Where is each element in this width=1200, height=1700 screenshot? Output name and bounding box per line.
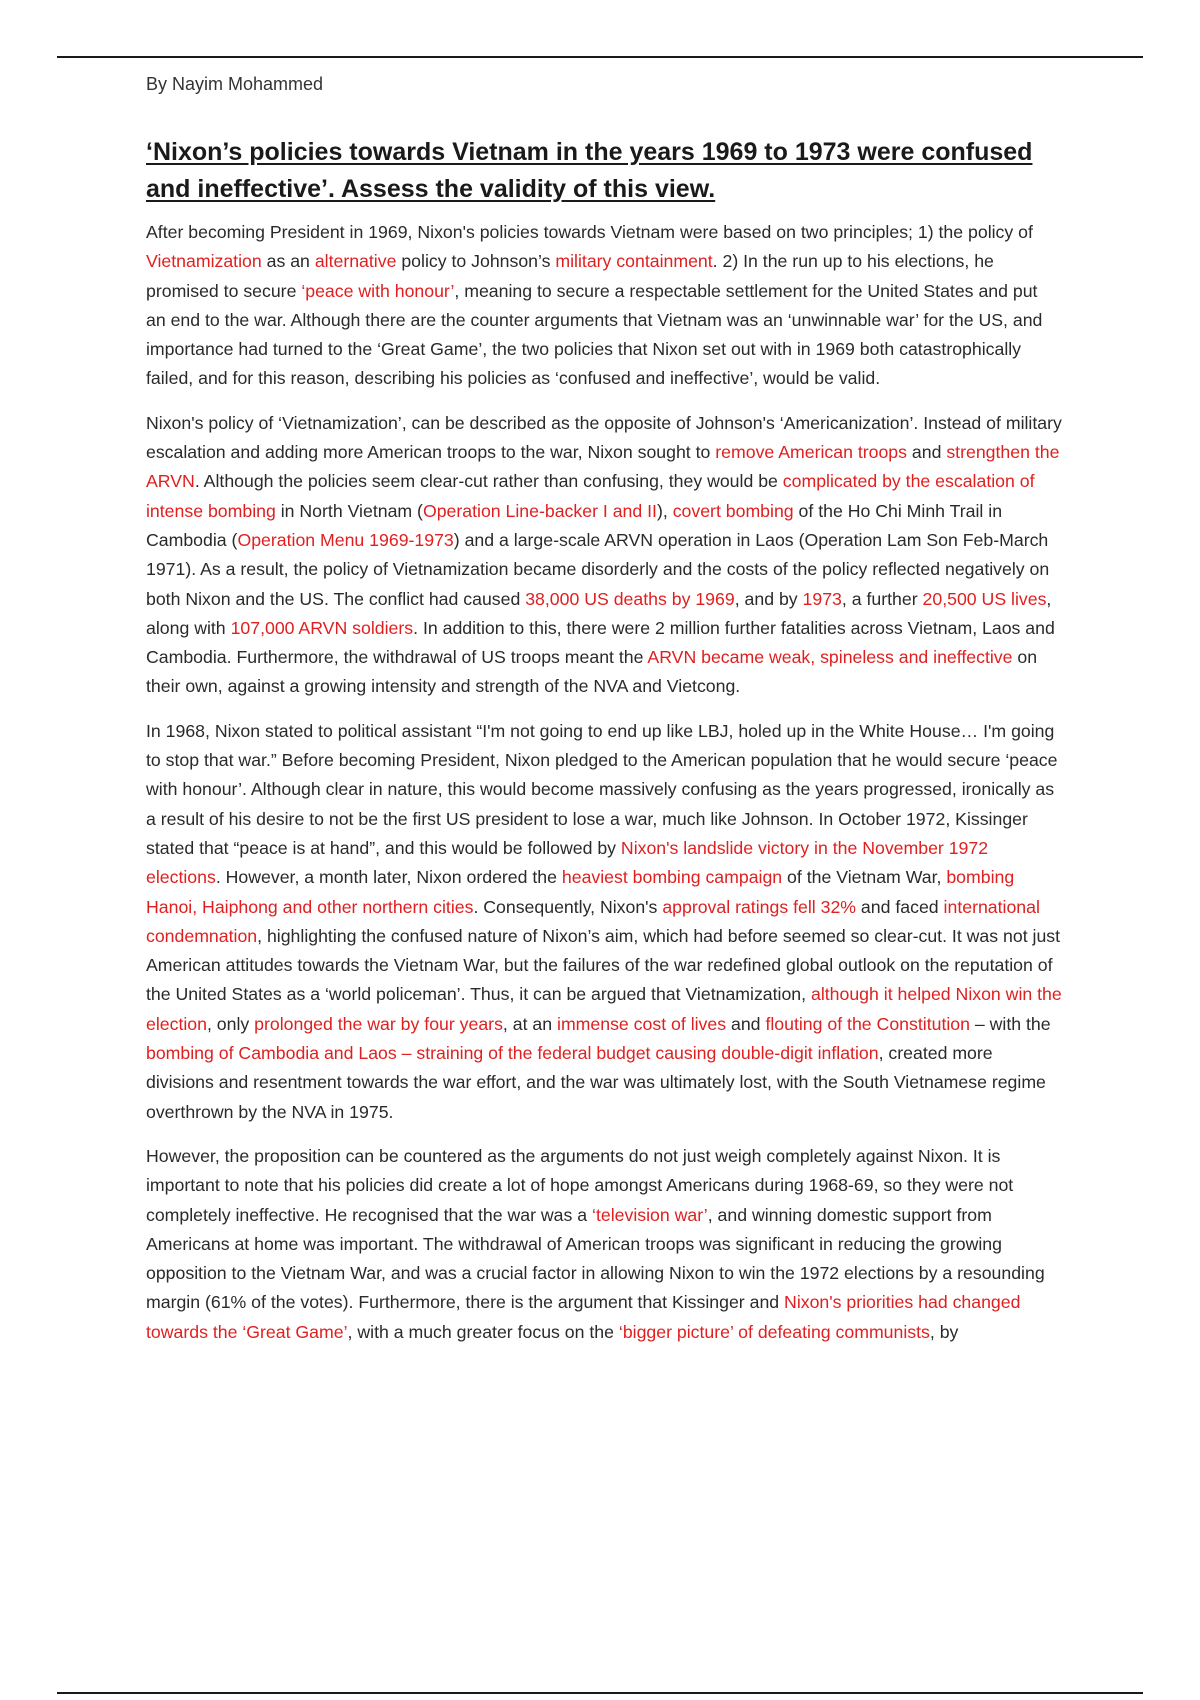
author-line: By Nayim Mohammed — [146, 74, 324, 94]
header-rule — [57, 56, 1143, 58]
text-segment: ) and a large-scale ARVN operation in Laos (Operation Lam Son Feb-March 1971). As a result, the policy of Vietnamization became disorderly and the costs of the policy reflected negatively on both Nixon and the US. The conflict had caused — [146, 529, 1050, 609]
document-body — [146, 70, 1062, 1362]
text-segment: However, the proposition can be countered as the arguments do not just weigh completely against Nixon. It is important to note that his policies did create a lot of hope amongst Americans during 1968-69, so they were not completely ineffective. He recognised that the war was a — [146, 1145, 1014, 1225]
paragraph-3 — [146, 717, 1062, 1127]
paragraph-4 — [146, 1142, 1062, 1347]
text-segment: ), — [656, 500, 673, 521]
text-segment: and — [726, 1013, 766, 1034]
highlighted-phrase: military containment — [555, 251, 713, 272]
highlighted-phrase: complicated by the escalation of intense bombing — [146, 471, 1035, 521]
highlighted-phrase: ‘television war’ — [592, 1204, 708, 1225]
text-segment: of the Ho Chi Minh Trail in Cambodia ( — [146, 500, 1003, 550]
essay-title-text: ‘Nixon’s policies towards Vietnam in the years 1969 to 1973 were confused and ineffective’. Assess the validity of this view. — [146, 138, 1033, 203]
text-segment: and — [906, 442, 947, 463]
text-segment: on their own, against a growing intensity and strength of the NVA and Vietcong. — [146, 647, 1038, 697]
highlighted-phrase: 38,000 US deaths by 1969 — [525, 588, 735, 609]
highlighted-phrase: ‘peace with honour’ — [301, 280, 455, 301]
highlighted-phrase: bombing of Cambodia and Laos – straining of the federal budget causing double-digit inflation — [146, 1043, 879, 1064]
highlighted-phrase: strengthen the ARVN — [146, 442, 1060, 492]
highlighted-phrase: 20,500 US lives — [922, 588, 1047, 609]
highlighted-phrase: 107,000 ARVN soldiers — [230, 617, 414, 638]
highlighted-phrase: heaviest bombing campaign — [561, 867, 783, 888]
text-segment: , at an — [502, 1013, 558, 1034]
text-segment: Nixon's policy of ‘Vietnamization’, can be described as the opposite of Johnson's ‘Americanization’. Instead of military escalation and adding more American troops to the war, Nixon sought to — [146, 412, 1062, 463]
text-segment: , and by — [734, 588, 803, 609]
text-segment: . Consequently, Nixon's — [473, 896, 663, 917]
highlighted-phrase: immense cost of lives — [557, 1013, 727, 1034]
paragraph-1 — [146, 218, 1062, 394]
highlighted-phrase: ARVN became weak, spineless and ineffective — [647, 647, 1013, 668]
text-segment: , meaning to secure a respectable settlement for the United States and put an end to the war. Although there are the counter arguments that Vietnam was an ‘unwinnable war’ for the US, and importance had turned to the ‘Great Game’, the two policies that Nixon set out with in 1969 both catastrophically failed, and for this reason, describing his policies as ‘confused and ineffective’, would be valid. — [146, 280, 1043, 389]
text-segment: , highlighting the confused nature of Nixon’s aim, which had before seemed so clear-cut. It was not just American attitudes towards the Vietnam War, but the failures of the war redefined global outlook on the reputation of the United States as a ‘world policeman’. Thus, it can be argued that Vietnamization, — [146, 925, 1061, 1005]
text-segment: . In addition to this, there were 2 million further fatalities across Vietnam, Laos and Cambodia. Furthermore, the withdrawal of US troops meant the — [146, 617, 1055, 668]
highlighted-phrase: remove American troops — [715, 442, 907, 463]
text-segment: After becoming President in 1969, Nixon's policies towards Vietnam were based on two principles; 1) the policy of — [146, 222, 1033, 242]
highlighted-phrase: approval ratings fell 32% — [662, 896, 857, 917]
paragraph-2 — [146, 409, 1062, 702]
text-segment: as an — [261, 251, 315, 272]
highlighted-phrase: Nixon's priorities had changed towards the ‘Great Game’ — [146, 1292, 1021, 1342]
text-segment: , a further — [841, 588, 923, 609]
text-segment: , along with — [146, 588, 1052, 638]
highlighted-phrase: 1973 — [802, 588, 842, 609]
text-segment: policy to Johnson’s — [396, 251, 556, 272]
highlighted-phrase: bombing Hanoi, Haiphong and other northern cities — [146, 867, 1015, 917]
highlighted-phrase: Vietnamization — [146, 251, 262, 272]
highlighted-phrase: flouting of the Constitution — [765, 1013, 970, 1034]
highlighted-phrase: Operation Menu 1969-1973 — [237, 529, 454, 550]
essay-title — [146, 134, 1062, 208]
text-segment: , and winning domestic support from Americans at home was important. The withdrawal of American troops was significant in reducing the growing opposition to the Vietnam War, and was a crucial factor in allowing Nixon to win the 1972 elections by a resounding margin (61% of the votes). Furthermore, there is the argument that Kissinger and — [146, 1204, 1045, 1313]
highlighted-phrase: covert bombing — [672, 500, 794, 521]
text-segment: and faced — [856, 896, 944, 917]
highlighted-phrase: Operation Line-backer I and II — [422, 500, 657, 521]
highlighted-phrase: prolonged the war by four years — [254, 1013, 503, 1034]
text-segment: . However, a month later, Nixon ordered the — [215, 867, 562, 888]
text-segment: , only — [206, 1013, 255, 1034]
text-segment: – with the — [969, 1013, 1051, 1034]
text-segment: in North Vietnam ( — [275, 500, 423, 521]
highlighted-phrase: Nixon's landslide victory in the November 1972 elections — [146, 837, 989, 888]
footer-rule — [57, 1692, 1143, 1694]
highlighted-phrase: international condemnation — [146, 896, 1040, 946]
highlighted-phrase: although it helped Nixon win the election — [146, 984, 1062, 1034]
text-segment: In 1968, Nixon stated to political assistant “I'm not going to end up like LBJ, holed up in the White House… I'm going to stop that war.” Before becoming President, Nixon pledged to the American population that he would secure ‘peace with honour’. Although clear in nature, this would become massively confusing as the years progressed, ironically as a result of his desire to not be the first US president to lose a war, much like Johnson. In October 1972, Kissinger stated that “peace is at hand”, and this would be followed by — [146, 720, 1058, 858]
text-segment: , created more divisions and resentment towards the war effort, and the war was ultimately lost, with the South Vietnamese regime overthrown by the NVA in 1975. — [146, 1043, 1046, 1122]
text-segment: . Although the policies seem clear-cut rather than confusing, they would be — [194, 471, 783, 492]
text-segment: , by — [929, 1321, 959, 1342]
text-segment: of the Vietnam War, — [782, 867, 947, 888]
text-segment: . 2) In the run up to his elections, he promised to secure — [146, 251, 994, 301]
highlighted-phrase: alternative — [314, 251, 397, 272]
text-segment: , with a much greater focus on the — [347, 1321, 619, 1342]
highlighted-phrase: ‘bigger picture’ of defeating communists — [618, 1321, 930, 1342]
